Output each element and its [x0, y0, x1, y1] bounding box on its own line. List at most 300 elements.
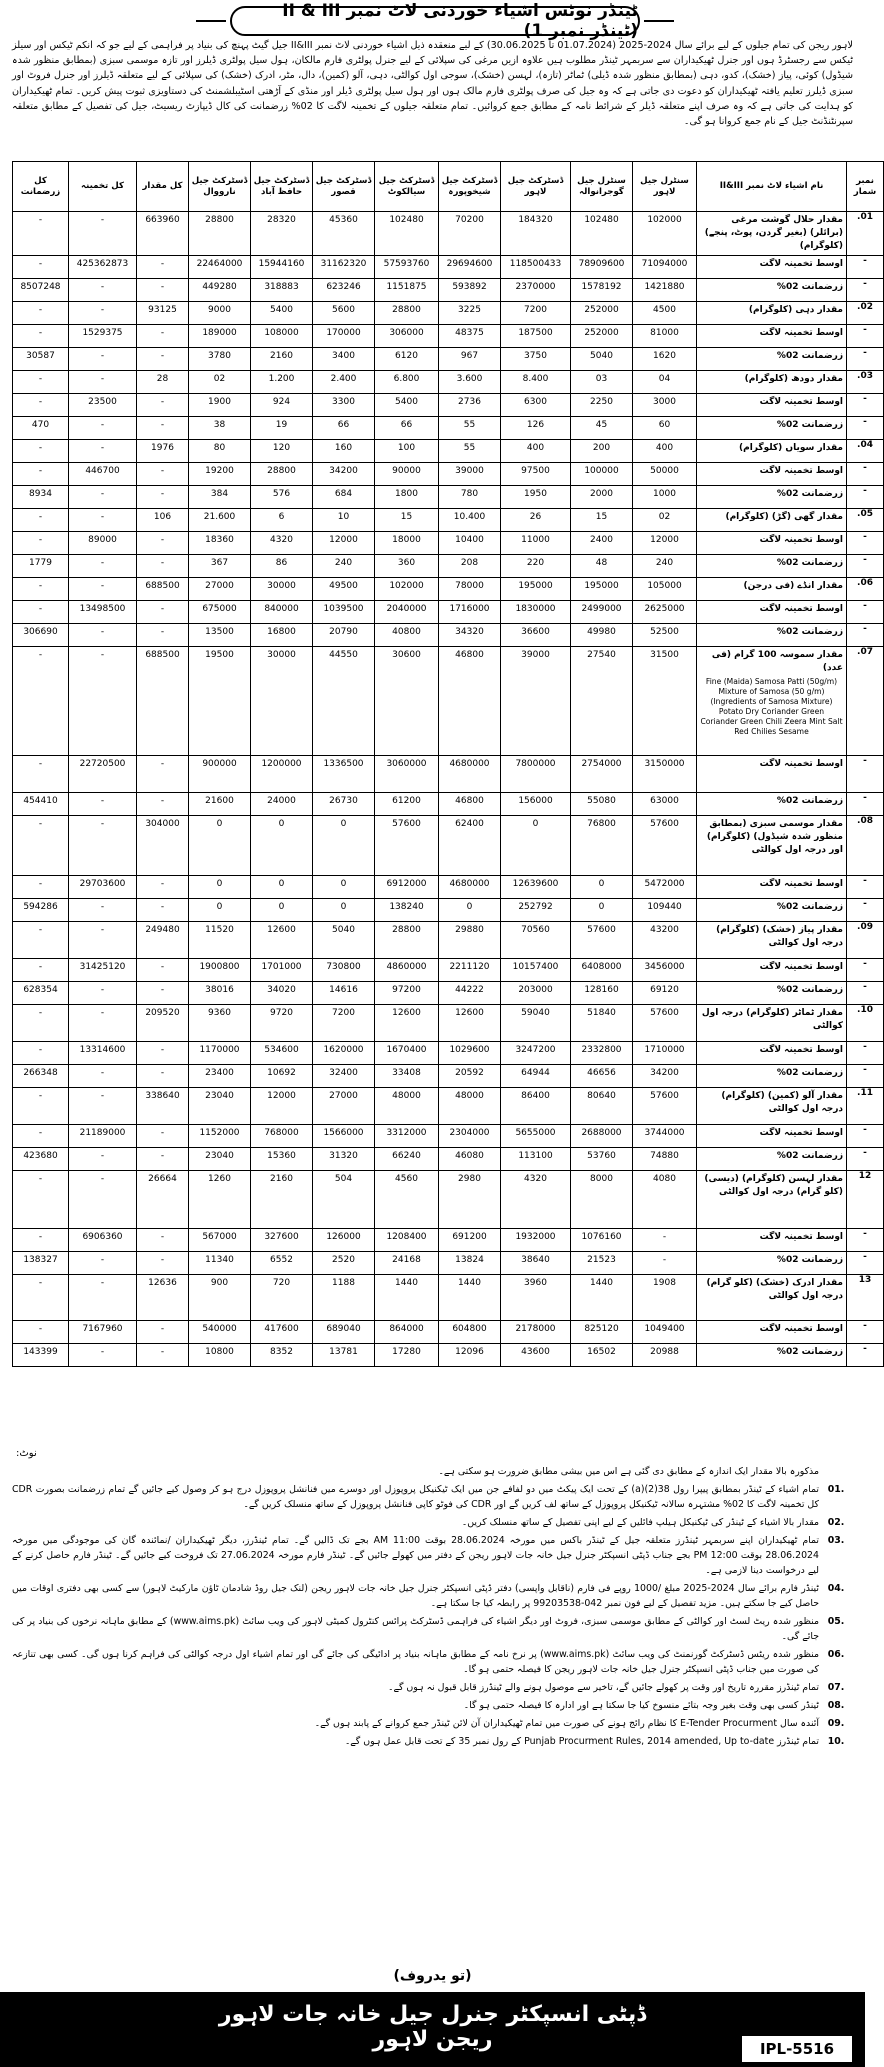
header-item: نام اشیاء لاٹ نمبر II&III	[697, 162, 847, 212]
row-value-col-1: 69120	[633, 982, 697, 1005]
row-value-col-6: 0	[313, 816, 375, 876]
row-value-col-5: 66	[375, 417, 439, 440]
row-item-name	[697, 601, 847, 624]
item-label: زرضمانت 02%	[776, 1151, 843, 1161]
item-label: زرضمانت 02%	[776, 627, 843, 637]
row-item-name	[697, 325, 847, 348]
row-value-col-3: 195000	[501, 578, 571, 601]
row-value-col-10: -	[69, 486, 137, 509]
row-value-col-1: 71094000	[633, 256, 697, 279]
row-serial: -	[847, 624, 884, 647]
note-text: آئندہ سال E-Tender Procurment کا نظام رائج ہونے کی صورت میں تمام ٹھیکیداران آن لائن ٹینڈر جمع کروانے کے پابند ہوں گے۔	[314, 1718, 819, 1729]
row-value-col-10: -	[69, 793, 137, 816]
row-value-col-4: 208	[439, 555, 501, 578]
row-value-col-10: -	[69, 555, 137, 578]
row-value-col-10: -	[69, 348, 137, 371]
row-value-col-1: 60	[633, 417, 697, 440]
table-row	[13, 922, 884, 959]
row-value-col-11: 1779	[13, 555, 69, 578]
row-value-col-2: 2754000	[571, 756, 633, 793]
row-value-col-5: 6912000	[375, 876, 439, 899]
row-value-col-4: 2736	[439, 394, 501, 417]
row-value-col-1: -	[633, 1229, 697, 1252]
row-value-col-7: 15360	[251, 1148, 313, 1171]
item-label: مقدار دودھ (کلوگرام)	[744, 374, 843, 384]
row-value-col-1: 109440	[633, 899, 697, 922]
header-district-jail-sialkot: ڈسٹرکٹ جیل سیالکوٹ	[375, 162, 439, 212]
row-item-name	[697, 302, 847, 325]
row-value-col-3: 0	[501, 816, 571, 876]
row-value-col-11: -	[13, 1321, 69, 1344]
item-label: اوسط تخمینہ لاگت	[759, 1045, 843, 1055]
row-value-col-2: 48	[571, 555, 633, 578]
table-row	[13, 394, 884, 417]
item-label: اوسط تخمینہ لاگت	[759, 397, 843, 407]
row-value-col-5: 102000	[375, 578, 439, 601]
row-value-col-7: 924	[251, 394, 313, 417]
row-value-col-5: 5400	[375, 394, 439, 417]
row-value-col-1: 3000	[633, 394, 697, 417]
row-value-col-6: 170000	[313, 325, 375, 348]
row-value-col-10: 13498500	[69, 601, 137, 624]
footer-bar	[0, 1992, 865, 2067]
row-value-col-8: 0	[189, 876, 251, 899]
item-label: زرضمانت 02%	[776, 282, 843, 292]
table-row	[13, 1229, 884, 1252]
row-value-col-2: 6408000	[571, 959, 633, 982]
row-value-col-7: 0	[251, 816, 313, 876]
row-value-col-6: 684	[313, 486, 375, 509]
row-value-col-8: 1152000	[189, 1125, 251, 1148]
item-label: زرضمانت 02%	[776, 489, 843, 499]
note-number: 01.	[827, 1484, 845, 1495]
row-value-col-5: 12600	[375, 1005, 439, 1042]
row-value-col-1: 3744000	[633, 1125, 697, 1148]
item-label: اوسط تخمینہ لاگت	[759, 879, 843, 889]
row-serial: 03.	[847, 371, 884, 394]
row-serial: -	[847, 1252, 884, 1275]
row-serial: -	[847, 463, 884, 486]
row-value-col-2: 0	[571, 876, 633, 899]
row-value-col-4: 3225	[439, 302, 501, 325]
closing-line: (تو یدروف)	[393, 1968, 472, 1984]
row-value-col-6: 623246	[313, 279, 375, 302]
note-item	[12, 1482, 853, 1512]
table-row	[13, 440, 884, 463]
row-value-col-6: 31162320	[313, 256, 375, 279]
row-value-col-2: 0	[571, 899, 633, 922]
row-value-col-2: 80640	[571, 1088, 633, 1125]
row-value-col-5: 40800	[375, 624, 439, 647]
row-value-col-10: 446700	[69, 463, 137, 486]
row-value-col-1: 20988	[633, 1344, 697, 1367]
row-value-col-7: 10692	[251, 1065, 313, 1088]
note-text: تمام ٹینڈرز Punjab Procurment Rules, 2014 amended, Up to-date کے رول نمبر 35 کے تحت قابل عمل ہوں گے۔	[344, 1736, 819, 1747]
row-value-col-10: -	[69, 922, 137, 959]
row-value-col-5: 3060000	[375, 756, 439, 793]
row-value-col-11: -	[13, 509, 69, 532]
header-district-jail-hafizabad: ڈسٹرکٹ جیل حافظ آباد	[251, 162, 313, 212]
row-value-col-5: 4860000	[375, 959, 439, 982]
table-row	[13, 816, 884, 876]
row-value-col-5: 2040000	[375, 601, 439, 624]
row-value-col-4: 13824	[439, 1252, 501, 1275]
row-value-col-9: -	[137, 279, 189, 302]
row-value-col-4: 62400	[439, 816, 501, 876]
row-value-col-6: 45360	[313, 212, 375, 256]
row-value-col-6: 5600	[313, 302, 375, 325]
row-value-col-10: 1529375	[69, 325, 137, 348]
row-value-col-8: 21600	[189, 793, 251, 816]
row-serial: 07.	[847, 647, 884, 756]
row-item-name	[697, 1171, 847, 1229]
row-value-col-5: 4560	[375, 1171, 439, 1229]
table-row	[13, 959, 884, 982]
row-value-col-3: 220	[501, 555, 571, 578]
notes-list	[12, 1464, 853, 1964]
note-number: 07.	[827, 1682, 845, 1693]
row-value-col-9: -	[137, 959, 189, 982]
row-value-col-7: 12000	[251, 1088, 313, 1125]
note-text: منظور شدہ ریٹس ڈسٹرکٹ گورنمنٹ کی ویب سائٹ (www.aims.pk) پر نرخ نامہ کے مطابق ماہانہ بنیاد پر ادائیگی کی جائے گی اور تمام اشیاء اول درجہ کوالٹی کی فراہم کرنا ہوں گی۔ کسی بھی تنازعہ کی صورت میں جناب ڈپٹی انسپکٹر جنرل جیل خانہ جات لاہور ریجن کا فیصلہ حتمی ہو گا۔	[12, 1649, 820, 1675]
item-label: زرضمانت 02%	[776, 796, 843, 806]
row-value-col-3: 86400	[501, 1088, 571, 1125]
row-value-col-9: 93125	[137, 302, 189, 325]
row-value-col-1: 63000	[633, 793, 697, 816]
row-value-col-2: 2332800	[571, 1042, 633, 1065]
row-value-col-9: -	[137, 601, 189, 624]
note-number: 09.	[827, 1718, 845, 1729]
row-value-col-4: 20592	[439, 1065, 501, 1088]
row-value-col-1: 04	[633, 371, 697, 394]
row-value-col-9: -	[137, 555, 189, 578]
row-value-col-2: 27540	[571, 647, 633, 756]
row-value-col-9: -	[137, 463, 189, 486]
notice-title: ٹینڈر نوٹس اشیاء خوردنی لاٹ نمبر II & III (ٹینڈر نمبر 1)	[230, 6, 640, 36]
row-value-col-5: 1440	[375, 1275, 439, 1321]
row-value-col-3: 2178000	[501, 1321, 571, 1344]
item-label: مقدار حلال گوشت مرغی (برائلر) (بغیر گردن، پوٹ، پنجے) (کلوگرام)	[704, 215, 843, 251]
row-item-name	[697, 1229, 847, 1252]
row-value-col-6: 1336500	[313, 756, 375, 793]
row-value-col-11: 628354	[13, 982, 69, 1005]
row-value-col-2: 51840	[571, 1005, 633, 1042]
row-item-name	[697, 1344, 847, 1367]
row-value-col-2: 200	[571, 440, 633, 463]
note-text: مذکورہ بالا مقدار ایک اندازہ کے مطابق دی گئی ہے اس میں بیشی مطابق ضرورت ہو سکتی ہے۔	[438, 1466, 819, 1477]
item-label: زرضمانت 02%	[776, 1068, 843, 1078]
item-label: زرضمانت 02%	[776, 558, 843, 568]
row-value-col-2: 2688000	[571, 1125, 633, 1148]
item-label: زرضمانت 02%	[776, 420, 843, 430]
row-value-col-1: 57600	[633, 1088, 697, 1125]
row-value-col-9: 1976	[137, 440, 189, 463]
note-item	[12, 1581, 853, 1611]
row-value-col-10: 6906360	[69, 1229, 137, 1252]
row-value-col-4: 691200	[439, 1229, 501, 1252]
row-serial: -	[847, 1321, 884, 1344]
row-value-col-7: 0	[251, 876, 313, 899]
row-value-col-2: 252000	[571, 325, 633, 348]
row-value-col-5: 61200	[375, 793, 439, 816]
row-value-col-3: 70560	[501, 922, 571, 959]
row-value-col-6: 0	[313, 899, 375, 922]
row-value-col-1: 3150000	[633, 756, 697, 793]
row-value-col-1: 1421880	[633, 279, 697, 302]
row-value-col-3: 97500	[501, 463, 571, 486]
row-value-col-10: -	[69, 509, 137, 532]
table-row	[13, 532, 884, 555]
row-value-col-8: 23040	[189, 1088, 251, 1125]
row-value-col-11: -	[13, 1275, 69, 1321]
row-item-name	[697, 922, 847, 959]
row-value-col-6: 44550	[313, 647, 375, 756]
note-item	[12, 1647, 853, 1677]
row-value-col-11: -	[13, 302, 69, 325]
row-value-col-3: 43600	[501, 1344, 571, 1367]
row-value-col-3: 184320	[501, 212, 571, 256]
row-value-col-6: 20790	[313, 624, 375, 647]
row-value-col-2: 2000	[571, 486, 633, 509]
table-row	[13, 348, 884, 371]
row-value-col-5: 138240	[375, 899, 439, 922]
row-serial: -	[847, 279, 884, 302]
row-value-col-10: -	[69, 371, 137, 394]
note-number: 06.	[827, 1649, 845, 1660]
row-value-col-8: 19200	[189, 463, 251, 486]
row-value-col-11: -	[13, 256, 69, 279]
row-value-col-9: -	[137, 1252, 189, 1275]
row-value-col-6: 13781	[313, 1344, 375, 1367]
item-label: مقدار سموسہ 100 گرام (فی عدد)	[711, 650, 843, 673]
row-value-col-10: -	[69, 1005, 137, 1042]
row-value-col-8: 18360	[189, 532, 251, 555]
row-value-col-3: 7200	[501, 302, 571, 325]
row-serial: -	[847, 982, 884, 1005]
row-value-col-6: 1620000	[313, 1042, 375, 1065]
row-value-col-11: -	[13, 959, 69, 982]
row-value-col-11: -	[13, 325, 69, 348]
row-value-col-4: 2304000	[439, 1125, 501, 1148]
row-value-col-1: 74880	[633, 1148, 697, 1171]
row-value-col-4: 12096	[439, 1344, 501, 1367]
row-value-col-3: 4320	[501, 1171, 571, 1229]
row-item-name	[697, 1088, 847, 1125]
table-row	[13, 1148, 884, 1171]
item-label: اوسط تخمینہ لاگت	[759, 328, 843, 338]
row-value-col-10: 23500	[69, 394, 137, 417]
row-value-col-6: 1188	[313, 1275, 375, 1321]
row-value-col-2: 55080	[571, 793, 633, 816]
row-value-col-7: 534600	[251, 1042, 313, 1065]
item-label: مقدار موسمی سبزی (بمطابق منظور شدہ شیڈول) (کلوگرام) اور درجہ اول کوالٹی	[706, 819, 843, 855]
row-value-col-5: 17280	[375, 1344, 439, 1367]
row-value-col-9: -	[137, 899, 189, 922]
row-value-col-1: 240	[633, 555, 697, 578]
row-value-col-5: 57600	[375, 816, 439, 876]
row-value-col-7: 327600	[251, 1229, 313, 1252]
row-value-col-2: 16502	[571, 1344, 633, 1367]
row-value-col-8: 19500	[189, 647, 251, 756]
row-value-col-3: 3247200	[501, 1042, 571, 1065]
item-label: مقدار ٹماٹر (کلوگرام) درجہ اول کوالٹی	[701, 1008, 843, 1031]
row-value-col-8: 9000	[189, 302, 251, 325]
row-value-col-6: 2520	[313, 1252, 375, 1275]
row-serial: 13	[847, 1275, 884, 1321]
row-value-col-6: 0	[313, 876, 375, 899]
row-serial: 11.	[847, 1088, 884, 1125]
row-value-col-5: 1208400	[375, 1229, 439, 1252]
row-serial: 10.	[847, 1005, 884, 1042]
row-value-col-5: 1151875	[375, 279, 439, 302]
table-row	[13, 302, 884, 325]
row-value-col-4: 70200	[439, 212, 501, 256]
row-value-col-1: 57600	[633, 816, 697, 876]
header-central-jail-gujranwala: سنٹرل جیل گوجرانوالہ	[571, 162, 633, 212]
table-row	[13, 555, 884, 578]
row-serial: -	[847, 325, 884, 348]
row-value-col-3: 59040	[501, 1005, 571, 1042]
row-value-col-3: 3960	[501, 1275, 571, 1321]
row-value-col-5: 18000	[375, 532, 439, 555]
row-item-name	[697, 756, 847, 793]
row-value-col-7: 120	[251, 440, 313, 463]
row-value-col-10: -	[69, 1148, 137, 1171]
row-value-col-9: 249480	[137, 922, 189, 959]
row-value-col-2: 03	[571, 371, 633, 394]
row-value-col-11: -	[13, 440, 69, 463]
row-value-col-4: 78000	[439, 578, 501, 601]
item-label: اوسط تخمینہ لاگت	[759, 466, 843, 476]
header-total-estimate: کل تخمینہ	[69, 162, 137, 212]
row-value-col-9: 26664	[137, 1171, 189, 1229]
row-value-col-3: 118500433	[501, 256, 571, 279]
row-value-col-7: 1701000	[251, 959, 313, 982]
row-value-col-7: 6	[251, 509, 313, 532]
row-value-col-1: 5472000	[633, 876, 697, 899]
row-value-col-1: 4500	[633, 302, 697, 325]
row-serial: -	[847, 532, 884, 555]
table-row	[13, 899, 884, 922]
row-value-col-11: 143399	[13, 1344, 69, 1367]
row-value-col-10: -	[69, 816, 137, 876]
row-value-col-10: -	[69, 1065, 137, 1088]
row-value-col-1: 31500	[633, 647, 697, 756]
row-value-col-5: 100	[375, 440, 439, 463]
row-value-col-1: 1620	[633, 348, 697, 371]
item-label: مقدار آلو (کمین) (کلوگرام) درجہ اول کوالٹی	[721, 1091, 843, 1114]
row-value-col-1: 4080	[633, 1171, 697, 1229]
row-serial: -	[847, 256, 884, 279]
note-item	[12, 1614, 853, 1644]
item-ingredients: Fine (Maida) Samosa Patti (50g/m) Mixture of Samosa (50 g/m) (Ingredients of Samosa Mixture) Potato Dry Coriander Green Coriander Green Chili Zeera Mint Salt Red Chilies Sesame	[700, 677, 843, 736]
row-value-col-6: 26730	[313, 793, 375, 816]
row-value-col-8: 02	[189, 371, 251, 394]
row-value-col-11: -	[13, 1171, 69, 1229]
row-item-name	[697, 256, 847, 279]
row-item-name	[697, 1065, 847, 1088]
row-value-col-8: 540000	[189, 1321, 251, 1344]
row-value-col-9: 209520	[137, 1005, 189, 1042]
row-value-col-7: 318883	[251, 279, 313, 302]
row-value-col-4: 46800	[439, 647, 501, 756]
row-value-col-10: -	[69, 302, 137, 325]
item-label: مقدار پیاز (خشک) (کلوگرام) درجہ اول کوالٹی	[716, 925, 843, 948]
row-value-col-4: 3.600	[439, 371, 501, 394]
row-value-col-11: -	[13, 394, 69, 417]
item-label: زرضمانت 02%	[776, 1255, 843, 1265]
row-value-col-2: 57600	[571, 922, 633, 959]
row-item-name	[697, 212, 847, 256]
row-value-col-7: 12600	[251, 922, 313, 959]
note-text: ٹینڈر کسی بھی وقت بغیر وجہ بتائے منسوخ کیا جا سکتا ہے اور ادارہ کا فیصلہ حتمی ہو گا۔	[463, 1700, 819, 1711]
row-value-col-8: 38016	[189, 982, 251, 1005]
row-value-col-4: 1029600	[439, 1042, 501, 1065]
row-serial: -	[847, 394, 884, 417]
row-value-col-10: -	[69, 899, 137, 922]
row-value-col-2: 102480	[571, 212, 633, 256]
row-value-col-6: 1566000	[313, 1125, 375, 1148]
row-value-col-7: 34020	[251, 982, 313, 1005]
item-label: زرضمانت 02%	[776, 902, 843, 912]
row-value-col-10: 29703600	[69, 876, 137, 899]
row-value-col-9: 688500	[137, 647, 189, 756]
row-item-name	[697, 555, 847, 578]
row-value-col-5: 15	[375, 509, 439, 532]
row-serial: -	[847, 959, 884, 982]
note-number: 10.	[827, 1736, 845, 1747]
row-value-col-7: 417600	[251, 1321, 313, 1344]
row-item-name	[697, 371, 847, 394]
row-value-col-5: 28800	[375, 922, 439, 959]
row-value-col-3: 12639600	[501, 876, 571, 899]
row-value-col-11: -	[13, 1088, 69, 1125]
row-value-col-8: 900000	[189, 756, 251, 793]
row-value-col-3: 126	[501, 417, 571, 440]
row-value-col-1: -	[633, 1252, 697, 1275]
row-value-col-5: 97200	[375, 982, 439, 1005]
row-value-col-4: 1440	[439, 1275, 501, 1321]
row-value-col-1: 52500	[633, 624, 697, 647]
row-value-col-5: 28800	[375, 302, 439, 325]
row-value-col-8: 21.600	[189, 509, 251, 532]
note-text: منظور شدہ ریٹ لسٹ اور کوالٹی کے مطابق موسمی سبزی، فروٹ اور دیگر اشیاء کی فراہمی ڈسٹرکٹ پرائس کنٹرول کمیٹی لاہور کی ویب سائٹ (www.aims.pk) کے مطابق ماہانہ نرخوں کی بنیاد پر کی جائے گی۔	[12, 1616, 819, 1642]
row-item-name	[697, 348, 847, 371]
row-value-col-6: 240	[313, 555, 375, 578]
row-value-col-10: -	[69, 578, 137, 601]
row-value-col-3: 1950	[501, 486, 571, 509]
table-row	[13, 509, 884, 532]
row-value-col-5: 66240	[375, 1148, 439, 1171]
row-value-col-3: 7800000	[501, 756, 571, 793]
row-value-col-8: 384	[189, 486, 251, 509]
row-item-name	[697, 1275, 847, 1321]
row-value-col-6: 3300	[313, 394, 375, 417]
row-value-col-2: 2499000	[571, 601, 633, 624]
row-value-col-9: -	[137, 532, 189, 555]
row-value-col-2: 100000	[571, 463, 633, 486]
row-value-col-5: 6120	[375, 348, 439, 371]
row-value-col-2: 1440	[571, 1275, 633, 1321]
row-value-col-6: 49500	[313, 578, 375, 601]
table-row	[13, 212, 884, 256]
row-value-col-7: 1.200	[251, 371, 313, 394]
table-row	[13, 256, 884, 279]
row-value-col-4: 46800	[439, 793, 501, 816]
table-row	[13, 1321, 884, 1344]
row-serial: 01.	[847, 212, 884, 256]
row-value-col-9: -	[137, 1125, 189, 1148]
